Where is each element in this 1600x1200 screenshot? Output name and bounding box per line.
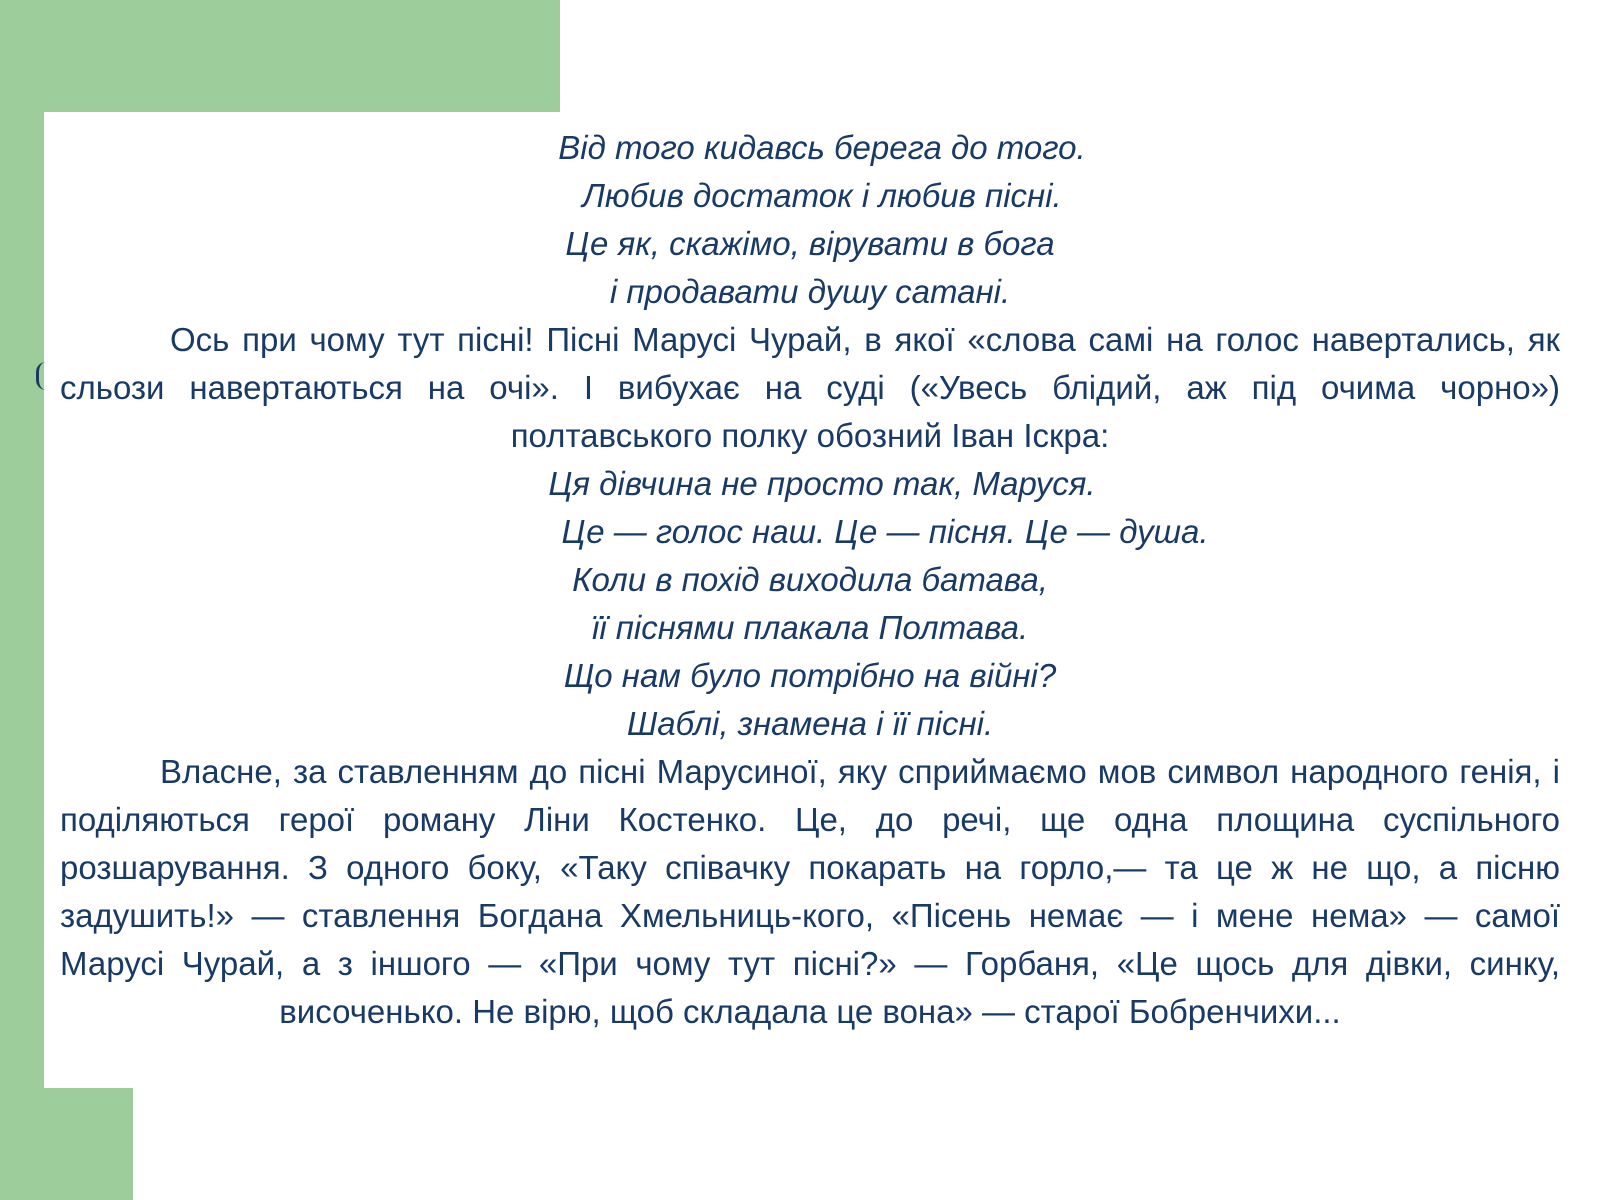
verse-line: Що нам було потрібно на війні? (563, 657, 1057, 694)
partial-glyph (36, 362, 49, 390)
slide-text (60, 124, 1560, 1036)
green-decor-left (0, 0, 44, 1200)
verse-line: Це — голос наш. Це — пісня. Це — душа. (561, 513, 1209, 550)
verse-line: її піснями плакала Полтава. (591, 609, 1029, 646)
paragraph: Ось при чому тут пісні! Пісні Марусі Чурай, в якої «слова самі на голос навертались, як сльози навертаються на очі». І вибухає на суді («Увесь блідий, аж під очима чорно») полтавського полку обозний Іван Іскра: (60, 321, 1560, 454)
paragraph: Власне, за ставленням до пісні Марусиної, яку сприймаємо мов символ народного генія, і поділяються герої роману Ліни Костенко. Це, до речі, ще одна площина суспільного розшарування. З одного боку, «Таку співачку покарать на горло,— та це ж не що, а пісню задушить!» — ставлення Богдана Хмельниць-кого, «Пісень немає — і мене нема» — самої Марусі Чурай, а з іншого — «При чому тут пісні?» — Горбаня, «Це щось для дівки, синку, височенько. Не вірю, щоб складала це вона» — старої Бобренчихи... (60, 753, 1560, 1030)
green-decor-bottom (0, 1088, 133, 1200)
verse-line: Ця дівчина не просто так, Маруся. (548, 465, 1096, 502)
verse-line: Любив достаток і любив пісні. (582, 177, 1062, 214)
verse-line: Шаблі, знамена і її пісні. (626, 705, 994, 742)
verse-line: Це як, скажімо, вірувати в бога (565, 225, 1055, 262)
verse-line: Коли в похід виходила батава, (572, 561, 1048, 598)
green-decor-top (0, 0, 560, 112)
verse-line: і продавати душу сатані. (609, 273, 1011, 310)
verse-line: Від того кидавсь берега до того. (558, 129, 1086, 166)
